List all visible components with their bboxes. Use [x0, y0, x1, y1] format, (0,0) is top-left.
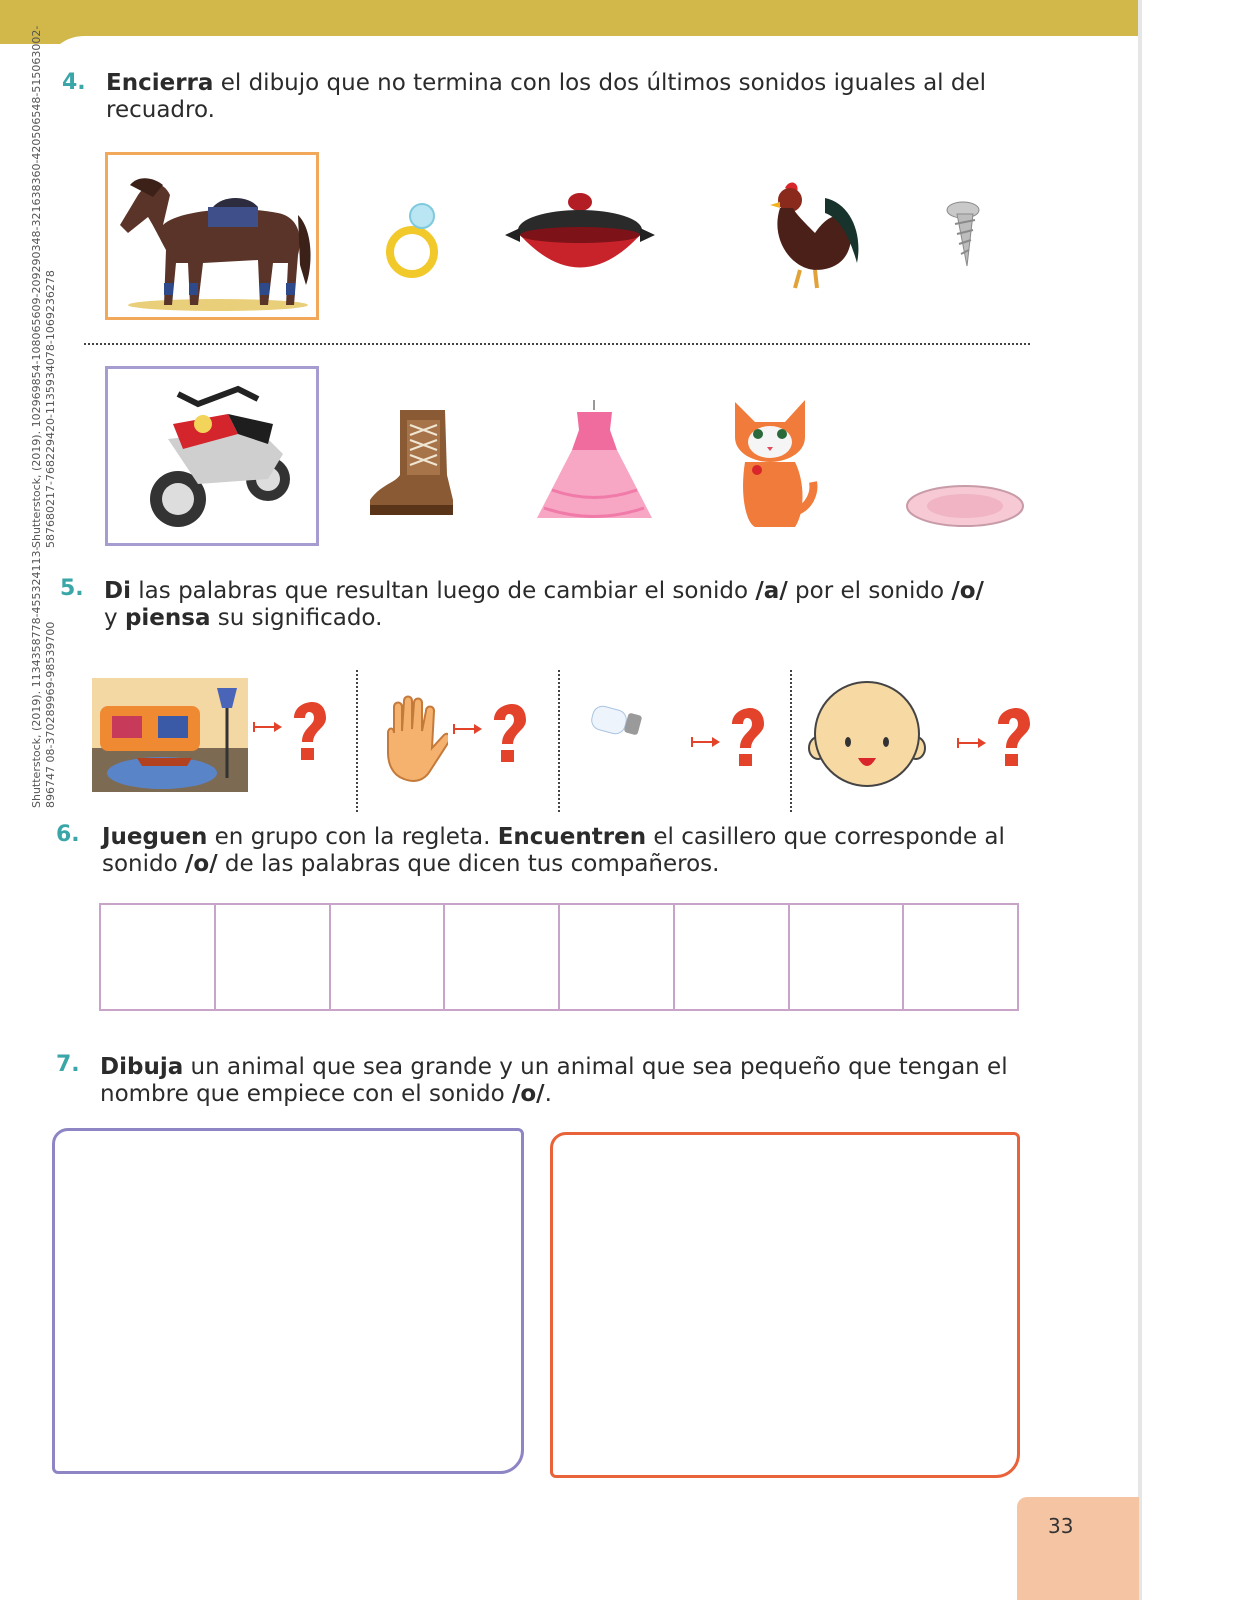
q5-divider-3	[790, 670, 792, 812]
arrow-icon	[252, 720, 284, 734]
arrow-icon	[452, 722, 484, 736]
q7-instruction: Dibuja un animal que sea grande y un animal que sea pequeño que tengan el nombre que empiece con el sonido /o/.	[100, 1054, 1008, 1107]
dress-illustration	[532, 400, 657, 525]
cat-illustration	[725, 392, 820, 532]
ruler-cell[interactable]	[790, 905, 905, 1009]
ruler-cell[interactable]	[101, 905, 216, 1009]
question-mark-icon	[724, 706, 768, 768]
page-edge	[1138, 0, 1142, 1600]
boot-illustration	[365, 405, 455, 520]
ruler-cell[interactable]	[331, 905, 446, 1009]
reference-box-horse	[105, 152, 319, 320]
q7-number: 7.	[56, 1052, 80, 1077]
horse-illustration	[108, 155, 316, 317]
arrow-icon	[690, 735, 722, 749]
q6-number: 6.	[56, 822, 80, 847]
ring-illustration	[382, 200, 442, 280]
plate-illustration	[905, 484, 1025, 528]
image-credit-1: Shutterstock, (2019). 102969854-108065609-209290348-321638360-420506548-515063002- 587680217-768229420-1135934078-1069236278	[30, 25, 57, 548]
page-number-tab	[1017, 1497, 1139, 1600]
q6-instruction: Jueguen en grupo con la regleta. Encuentren el casillero que corresponde al sonido /o/ de las palabras que dicen tus compañeros.	[102, 824, 1005, 877]
rooster-illustration	[755, 178, 865, 296]
screw-illustration	[945, 200, 985, 270]
ruler-cell[interactable]	[560, 905, 675, 1009]
q4-number: 4.	[62, 70, 86, 95]
reference-box-motorcycle	[105, 366, 319, 546]
q5-instruction: Di las palabras que resultan luego de cambiar el sonido /a/ por el sonido /o/ y piensa su significado.	[104, 578, 984, 631]
q4-instruction: Encierra el dibujo que no termina con los dos últimos sonidos iguales al del recuadro.	[106, 70, 987, 123]
page-number: 33	[1048, 1514, 1074, 1538]
drawing-box-small-animal[interactable]	[550, 1132, 1020, 1478]
q5-divider-2	[558, 670, 560, 812]
row-divider	[84, 343, 1030, 345]
salt-shaker-illustration	[588, 700, 646, 742]
question-mark-icon	[990, 706, 1034, 768]
motorcycle-illustration	[108, 369, 316, 543]
arrow-icon	[956, 736, 988, 750]
ruler-cell[interactable]	[675, 905, 790, 1009]
hand-illustration	[380, 693, 448, 785]
living-room-illustration	[92, 678, 248, 792]
pot-illustration	[505, 190, 655, 290]
question-mark-icon	[286, 700, 330, 762]
q5-divider-1	[356, 670, 358, 812]
question-mark-icon	[486, 702, 530, 764]
image-credit-2: Shutterstock, (2019). 1134358778-455324113- 896747 08-370289969-98539700	[30, 546, 57, 808]
ruler-cell[interactable]	[216, 905, 331, 1009]
ruler-cell[interactable]	[445, 905, 560, 1009]
sound-ruler	[99, 903, 1019, 1011]
ruler-cell[interactable]	[904, 905, 1017, 1009]
face-illustration	[808, 676, 926, 792]
q5-number: 5.	[60, 576, 84, 601]
drawing-box-large-animal[interactable]	[52, 1128, 524, 1474]
